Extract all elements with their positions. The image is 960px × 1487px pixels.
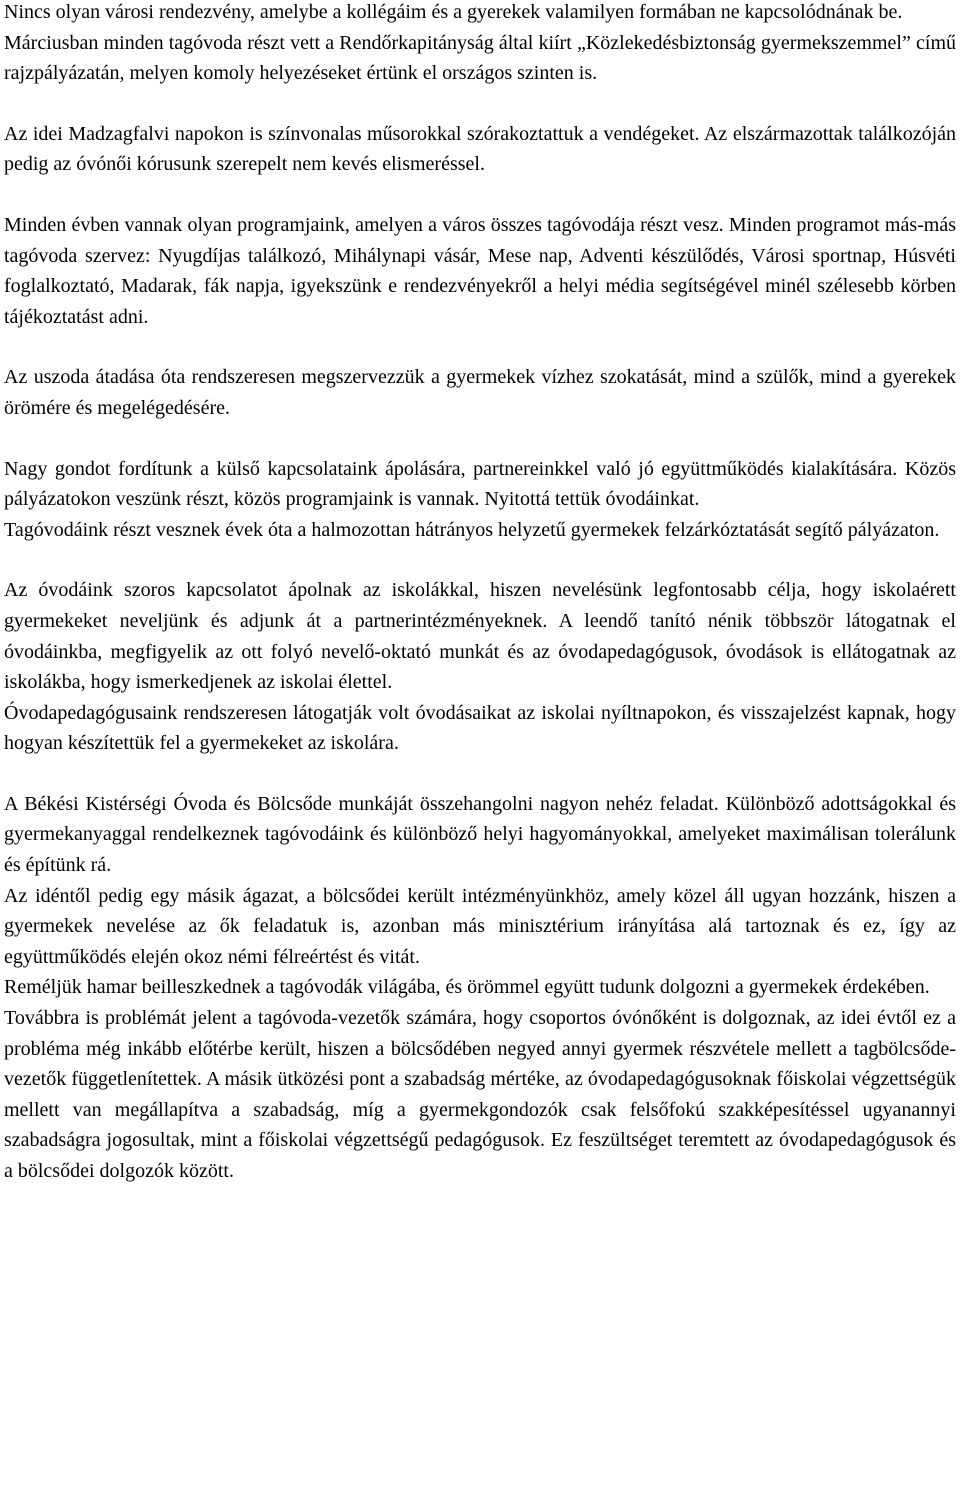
paragraph-city-events: Nincs olyan városi rendezvény, amelybe a kollégáim és a gyerekek valamilyen formában ne kapcsolódnának be. — [4, 1, 903, 23]
paragraph-disadvantaged-children: Tagóvodáink részt vesznek évek óta a halmozottan hátrányos helyzetű gyermekek felzárkóztatását segítő pályázaton. — [4, 518, 940, 541]
paragraph-drawing-contest: Márciusban minden tagóvoda részt vett a Rendőrkapitányság által kiírt „Közlekedésbiztonság gyermekszemmel” című rajzpályázatán, melyen komoly helyezéseket értünk el országos szinten is. — [4, 31, 956, 85]
paragraph-swimming-pool: Az uszoda átadása óta rendszeresen megszervezzük a gyermekek vízhez szokatását, mind a szülők, mind a gyerekek örömére és megelégedésére. — [4, 366, 956, 419]
paragraph-madzagfalvi-days: Az idei Madzagfalvi napokon is színvonalas műsorokkal szórakoztattuk a vendégeket. Az elszármazottak találkozóján pedig az óvónői kórusunk szerepelt nem kevés elismeréssel. — [4, 122, 956, 176]
paragraph-hope: Reméljük hamar beilleszkednek a tagóvodák világába, és örömmel együtt tudunk dolgozni a gyermekek érdekében. — [4, 976, 930, 999]
paragraph-annual-programs: Minden évben vannak olyan programjaink, amelyen a város összes tagóvodája részt vesz. Minden programot más-más tagóvoda szervez: Nyugdíjas találkozó, Mihálynapi vásár, Mese nap, Adventi készülődés, Városi sportnap, Húsvéti foglalkoztató, Madarak, fák napja, igyekszünk e rendezvényekről a helyi média segítségével minél szélesebb körben tájékoztatást adni. — [4, 213, 956, 328]
paragraph-school-relations: Az óvodáink szoros kapcsolatot ápolnak az iskolákkal, hiszen nevelésünk legfontosabb célja, hogy iskolaérett gyermekeket neveljünk és adjunk át a partnerintézményeknek. A leendő tanító nénik többször látogatnak el óvodáinkba, megfigyelik az ott folyó nevelő-oktató munkát és az óvodapedagógusok, óvodások is ellátogatnak az iskolákba, hogy ismerkedjenek az iskolai élettel. — [4, 579, 956, 694]
paragraph-coordination: A Békési Kistérségi Óvoda és Bölcsőde munkáját összehangolni nagyon nehéz feladat. Különböző adottságokkal és gyermekanyaggal rendelkeznek tagóvodáink és különböző helyi hagyományokkal, amelyeket maximálisan tolerálunk és építünk rá. — [4, 792, 956, 877]
paragraph-nursery-integration: Az idéntől pedig egy másik ágazat, a bölcsődei került intézményünkhöz, amely közel áll ugyan hozzánk, hiszen a gyermekek nevelése az ők feladatuk is, azonban más minisztérium irányítása alá tartoznak és ez, így az együttműködés elején okoz némi félreértést és vitát. — [4, 884, 956, 968]
paragraph-problems: Továbbra is problémát jelent a tagóvoda-vezetők számára, hogy csoportos óvónőként is dolgoznak, az idei évtől ez a probléma még inkább előtérbe került, hiszen a bölcsődében negyed annyi gyermek részvétele mellett a tagbölcsőde-vezetők függetlenítettek. A másik ütközési pont a szabadság mértéke, az óvodapedagógusoknak főiskolai végzettségük mellett van megállapítva a szabadság, míg a gyermekgondozók csak felsőfokú szakképesítéssel ugyanannyi szabadságra jogosultak, mint a főiskolai végzettségű pedagógusok. Ez feszültséget teremtett az óvodapedagógusok és a bölcsődei dolgozók között. — [4, 1007, 956, 1182]
paragraph-open-days: Óvodapedagógusaink rendszeresen látogatják volt óvodásaikat az iskolai nyíltnapokon, és visszajelzést kapnak, hogy hogyan készítettük fel a gyermekeket az iskolára. — [4, 701, 956, 755]
paragraph-external-relations: Nagy gondot fordítunk a külső kapcsolataink ápolására, partnereinkkel való jó együttműködés kialakítására. Közös pályázatokon veszünk részt, közös programjaink is vannak. Nyitottá tettük óvodáinkat. — [4, 457, 956, 511]
